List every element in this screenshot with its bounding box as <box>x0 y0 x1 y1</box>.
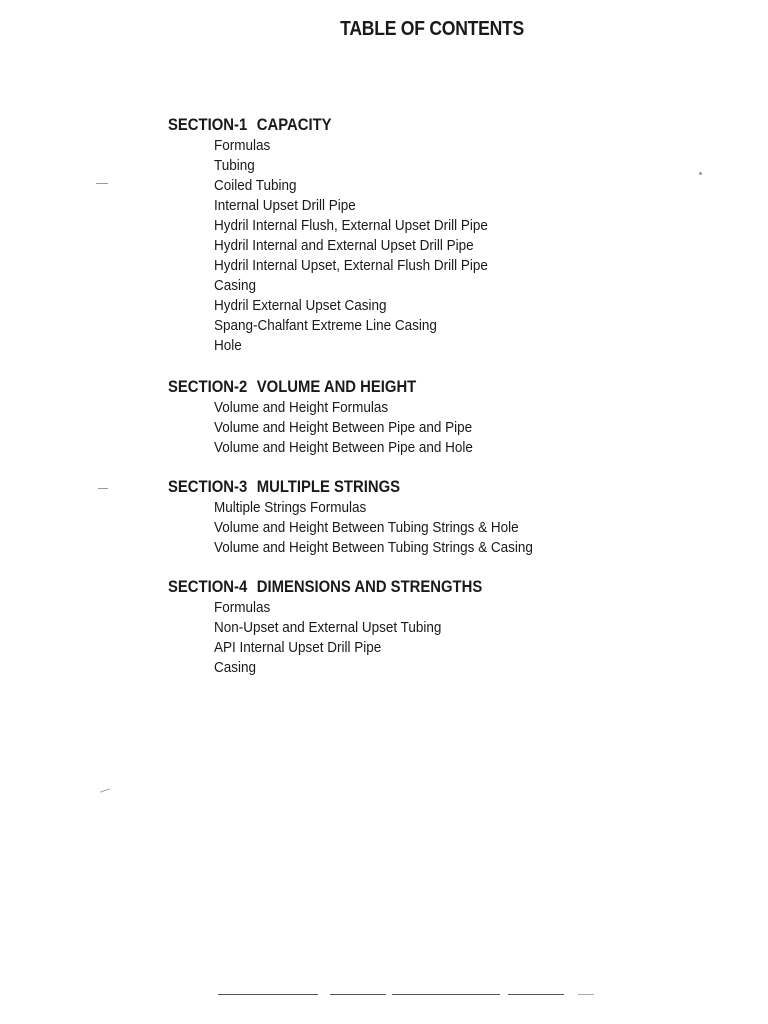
section-title: VOLUME AND HEIGHT <box>256 378 417 396</box>
toc-entry: Non-Upset and External Upset Tubing <box>214 619 442 636</box>
toc-section-3 <box>168 476 728 558</box>
section-spacer <box>168 458 728 476</box>
section-spacer <box>168 558 728 576</box>
toc-section-2 <box>168 376 728 458</box>
page-title-text: TABLE OF CONTENTS <box>340 18 525 40</box>
section-heading <box>168 376 672 398</box>
toc-entry: Hydril Internal Flush, External Upset Drill Pipe <box>214 217 488 234</box>
toc-entry: Hydril External Upset Casing <box>214 297 387 314</box>
toc-entry: Coiled Tubing <box>214 177 297 194</box>
toc-section-4 <box>168 576 728 678</box>
toc-entry: Tubing <box>214 157 255 174</box>
bottom-rule <box>392 994 500 995</box>
toc-entry: Volume and Height Between Pipe and Pipe <box>214 419 473 436</box>
toc-section-1 <box>168 114 728 356</box>
section-heading <box>168 576 672 598</box>
table-of-contents <box>168 114 728 678</box>
page-title <box>50 18 726 41</box>
toc-entry: Casing <box>214 277 257 294</box>
toc-entry: Multiple Strings Formulas <box>214 499 367 516</box>
toc-entry: Formulas <box>214 137 271 154</box>
section-number: SECTION-3 <box>168 478 248 496</box>
scan-mark <box>96 183 108 184</box>
section-item-list <box>168 136 728 356</box>
section-item-list <box>168 498 728 558</box>
toc-entry: Volume and Height Between Tubing Strings & Hole <box>214 519 519 536</box>
bottom-rule <box>218 994 318 995</box>
section-heading <box>168 114 672 136</box>
section-spacer <box>168 356 728 376</box>
section-number: SECTION-1 <box>168 116 248 134</box>
section-title: DIMENSIONS AND STRENGTHS <box>256 578 483 596</box>
section-title: MULTIPLE STRINGS <box>256 478 401 496</box>
toc-entry: Hydril Internal Upset, External Flush Drill Pipe <box>214 257 488 274</box>
toc-entry: Volume and Height Between Pipe and Hole <box>214 439 473 456</box>
toc-entry: Internal Upset Drill Pipe <box>214 197 356 214</box>
toc-entry: Volume and Height Formulas <box>214 399 389 416</box>
bottom-rule <box>330 994 386 995</box>
section-number: SECTION-2 <box>168 378 248 396</box>
section-heading <box>168 476 672 498</box>
toc-entry: Formulas <box>214 599 271 616</box>
section-item-list <box>168 398 728 458</box>
toc-entry: Volume and Height Between Tubing Strings & Casing <box>214 539 533 556</box>
toc-entry: Hole <box>214 337 242 354</box>
toc-entry: Spang-Chalfant Extreme Line Casing <box>214 317 437 334</box>
toc-entry: Hydril Internal and External Upset Drill Pipe <box>214 237 474 254</box>
bottom-rule <box>508 994 564 995</box>
scan-dot <box>699 172 702 175</box>
scan-mark <box>100 788 110 792</box>
section-number: SECTION-4 <box>168 578 248 596</box>
section-item-list <box>168 598 728 678</box>
bottom-rule <box>578 994 594 995</box>
section-title: CAPACITY <box>256 116 332 134</box>
toc-entry: API Internal Upset Drill Pipe <box>214 639 382 656</box>
scan-mark <box>98 488 108 489</box>
toc-entry: Casing <box>214 659 257 676</box>
